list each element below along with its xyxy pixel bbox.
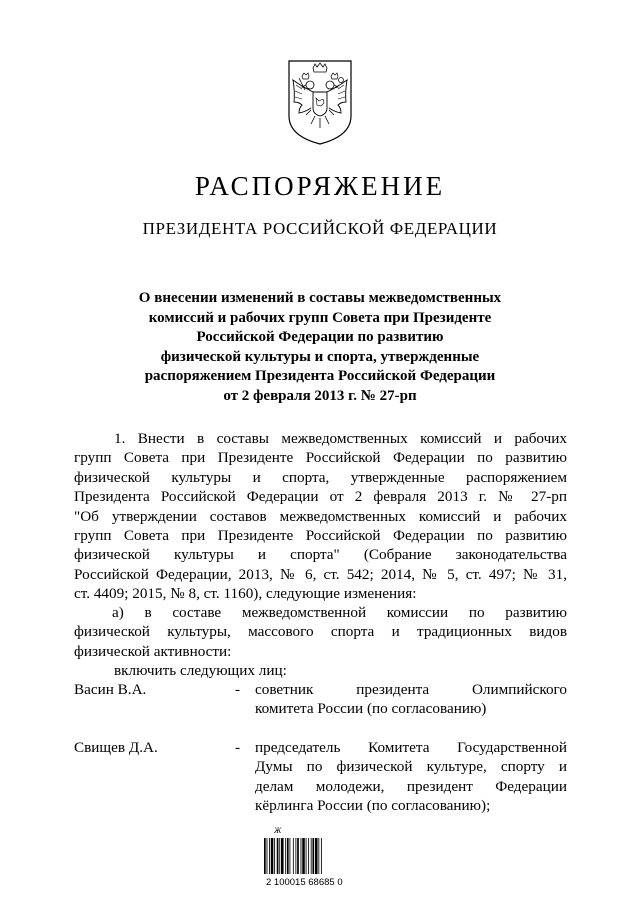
item-a [74, 603, 567, 681]
document-subject [100, 289, 540, 406]
registration-mark: Ж [274, 826, 282, 835]
member-description [255, 738, 567, 816]
description-line: Думы по физической культуре, спорту и [255, 758, 567, 776]
member-name: Васин В.А. [74, 681, 147, 698]
paragraph-line: физической активности: [74, 642, 232, 660]
paragraph-line: Российской Федерации, 2013, № 6, ст. 542; 2014, № 5, ст. 497; № 31, [74, 565, 567, 583]
subject-line: О внесении изменений в составы межведомственных [138, 290, 502, 306]
barcode-bars-icon [262, 838, 342, 876]
description-line: советник президента Олимпийского [255, 681, 567, 698]
description-line: председатель Комитета Государственной [255, 739, 567, 756]
paragraph-line: "Об утверждении составов межведомственных комиссий и рабочих [74, 507, 567, 525]
paragraph-line: Президента Российской Федерации от 2 февраля 2013 г. № 27-рп [74, 488, 567, 506]
description-line: кёрлинга России (по согласованию); [255, 797, 491, 815]
paragraph-line: физической культуры и спорта, утвержденные распоряжением [74, 468, 567, 486]
barcode-number: 2 100015 68685 0 [266, 877, 343, 888]
member-name: Свищев Д.А. [74, 739, 158, 756]
barcode [262, 826, 342, 886]
paragraph-line: физической культуры, массового спорта и традиционных видов [74, 623, 567, 641]
subject-line: распоряжением Президента Российской Федерации [144, 368, 496, 384]
document-type-title: РАСПОРЯЖЕНИЕ [194, 171, 446, 201]
subject-line: от 2 февраля 2013 г. № 27-рп [223, 387, 417, 404]
coat-of-arms-emblem [285, 58, 355, 146]
member-dash: - [235, 681, 241, 698]
description-line: делам молодежи, президент Федерации [255, 777, 567, 795]
paragraph-line: а) в составе межведомственной комиссии по развитию [112, 604, 567, 621]
paragraph-line: групп Совета при Президенте Российской Федерации по развитию [74, 526, 567, 544]
subject-line: физической культуры и спорта, утвержденные [160, 348, 480, 365]
paragraph-line: физической культуры и спорта" (Собрание законодательства [74, 546, 567, 564]
subject-line: Российской Федерации по развитию [196, 329, 444, 345]
include-text: включить следующих лиц: [114, 662, 287, 680]
member-dash: - [235, 739, 241, 756]
subject-line: комиссий и рабочих групп Совета при Президенте [148, 309, 492, 326]
document-issuer: ПРЕЗИДЕНТА РОССИЙСКОЙ ФЕДЕРАЦИИ [142, 219, 498, 238]
paragraph-line: ст. 4409; 2015, № 8, ст. 1160), следующие изменения: [74, 585, 417, 603]
description-line: комитета России (по согласованию) [255, 700, 487, 718]
member-description [255, 680, 567, 719]
paragraph-line: 1. Внести в составы межведомственных комиссий и рабочих [114, 430, 567, 447]
paragraph-line: групп Совета при Президенте Российской Федерации по развитию [74, 449, 567, 467]
paragraph-1 [74, 429, 567, 604]
